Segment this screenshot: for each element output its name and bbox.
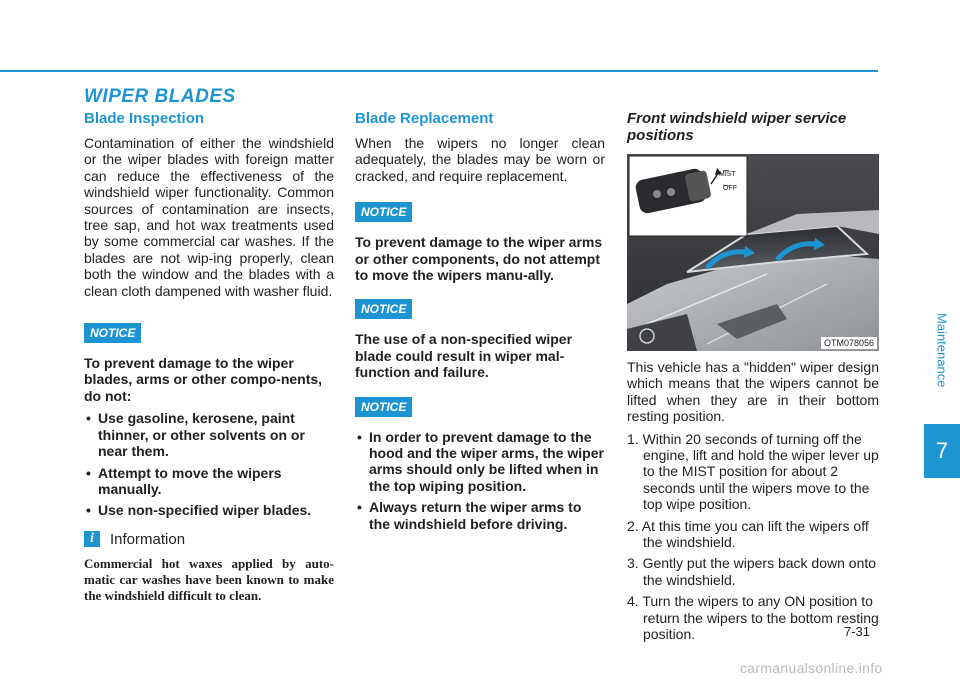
bullet-item: • Always return the wiper arms to the windshield before driving. [355, 499, 605, 532]
column-blade-inspection [84, 110, 334, 604]
car-windshield-illustration [627, 154, 879, 351]
hidden-wiper-text: This vehicle has a "hidden" wiper design which means that the wipers cannot be lifted when they are in their bottom resting position. [627, 359, 879, 425]
info-icon: i [84, 531, 100, 547]
notice-bullet-list [84, 410, 334, 518]
notice-text: To prevent damage to the wiper arms or other components, do not attempt to move the wipers manu-ally. [355, 234, 603, 284]
wiper-service-figure [627, 154, 879, 351]
step-item: 2. At this time you can lift the wipers off the windshield. [627, 517, 869, 551]
notice-badge: NOTICE [355, 299, 412, 319]
page-number: 7-31 [844, 624, 871, 639]
column-blade-replacement [355, 110, 605, 537]
blade-inspection-text: Contamination of either the windshield or the wiper blades with foreign matter can reduce the effectiveness of the windshield wiper functionality. Common sources of contamination are insects, tree sap, and hot wax treatments used by some commercial car washes. If the blades are not wip-ing properly, clean both the window and the blades with a clean cloth dampened with washer fluid. [84, 135, 334, 299]
heading-wiper-service-positions: Front windshield wiper service positions [627, 110, 847, 144]
step-item: 1. Within 20 seconds of turning off the engine, lift and hold the wiper lever up to the MIST position for about 2 seconds until the wipers move to the top wipe position. [627, 430, 879, 513]
bullet-item: • Use gasoline, kerosene, paint thinner, or other solvents on or near them. [84, 410, 334, 459]
chapter-number-tab: 7 [924, 424, 960, 478]
information-text: Commercial hot waxes applied by auto-matic car washes have been known to make the windshield difficult to clean. [84, 555, 334, 603]
column-wiper-service-positions [627, 110, 879, 648]
service-steps-list [627, 431, 879, 643]
heading-blade-replacement: Blade Replacement [355, 110, 494, 127]
notice-badge: NOTICE [355, 202, 412, 222]
information-title: Information [110, 530, 186, 548]
heading-blade-inspection: Blade Inspection [84, 110, 205, 127]
blade-replacement-text: When the wipers no longer clean adequately, the blades may be worn or cracked, and require replacement. [355, 135, 605, 184]
bullet-item: • Attempt to move the wipers manually. [84, 465, 334, 498]
off-label: OFF [723, 185, 737, 192]
figure-code: OTM078056 [821, 337, 877, 349]
mist-label: MIST [719, 171, 736, 178]
notice-badge: NOTICE [355, 397, 412, 417]
notice-text: The use of a non-specified wiper blade could result in wiper mal-function and failure. [355, 331, 573, 381]
watermark: carmanualsonline.info [740, 660, 883, 676]
notice-text: To prevent damage to the wiper blades, arms or other compo-nents, do not: [84, 355, 323, 404]
step-item: 3. Gently put the wipers back down onto the windshield. [627, 555, 877, 588]
bullet-item: • In order to prevent damage to the hood and the wiper arms, the wiper arms should only be lifted when in the top wiping position. [355, 429, 605, 495]
notice-badge: NOTICE [84, 323, 141, 343]
step-item: 4. Turn the wipers to any ON position to return the wipers to the bottom resting position. [627, 593, 879, 643]
chapter-side-label: Maintenance [934, 312, 950, 388]
notice-bullet-list [355, 429, 605, 532]
information-header [84, 531, 334, 548]
bullet-item: • Use non-specified wiper blades. [84, 502, 334, 518]
top-rule [0, 70, 878, 72]
section-title: WIPER BLADES [84, 86, 236, 107]
